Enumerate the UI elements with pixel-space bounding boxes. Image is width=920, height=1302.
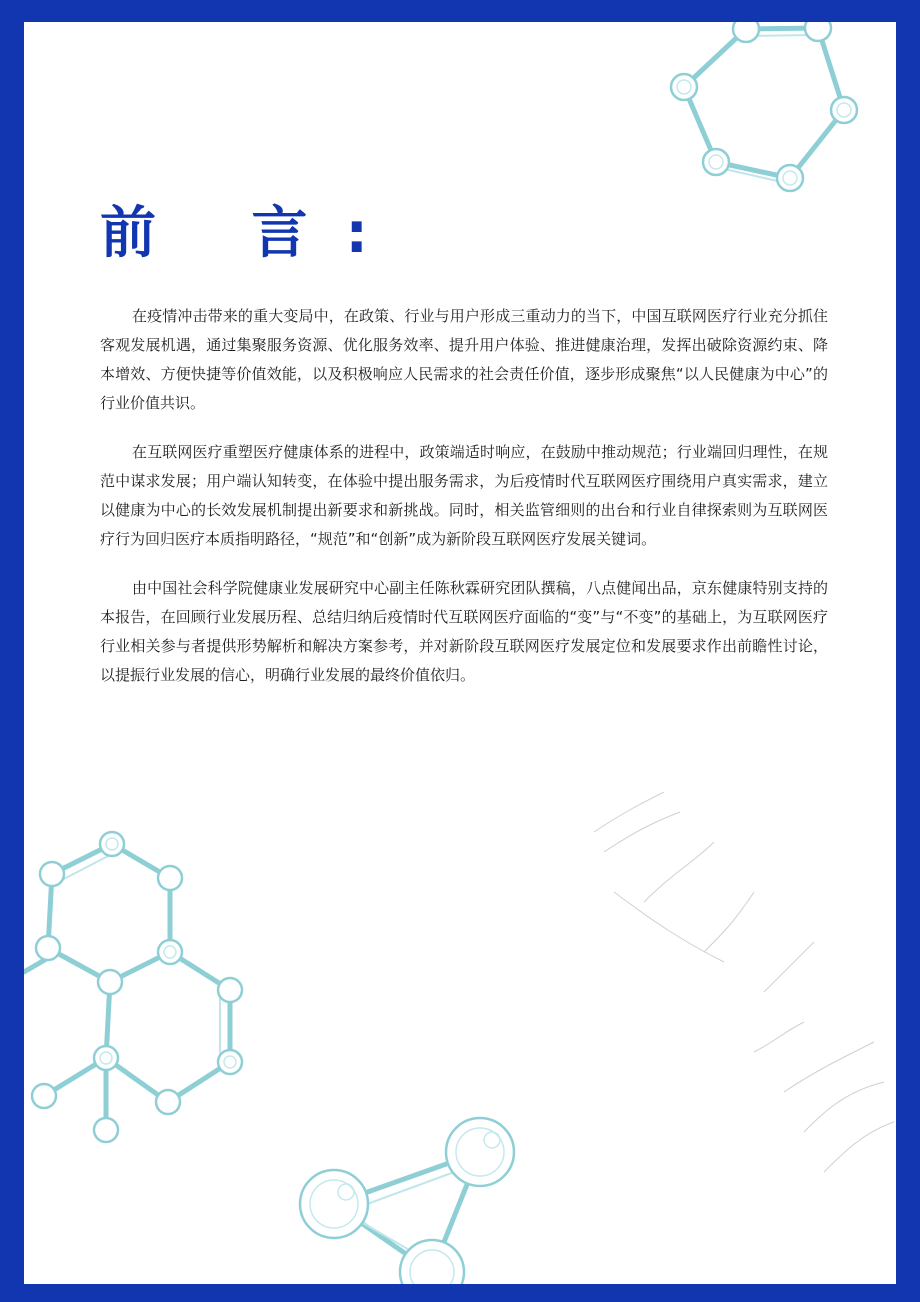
body-text [100,302,828,710]
document-page [24,22,896,1284]
sketch-lines-decoration [584,792,896,1192]
paragraph-1: 在疫情冲击带来的重大变局中，在政策、行业与用户形成三重动力的当下，中国互联网医疗行业充分抓住客观发展机遇，通过集聚服务资源、优化服务效率、提升用户体验、推进健康治理，发挥出破除资源约束、降本增效、方便快捷等价值效能，以及积极响应人民需求的社会责任价值，逐步形成聚焦“以人民健康为中心”的行业价值共识。 [100,307,828,412]
molecule-top-right-decoration [654,22,896,202]
molecule-bottom-left-decoration [24,812,264,1152]
molecule-bottom-center-decoration [290,1102,530,1284]
page-title: 前 言: [100,201,406,266]
paragraph-2: 在互联网医疗重塑医疗健康体系的进程中，政策端适时响应，在鼓励中推动规范；行业端回归理性，在规范中谋求发展；用户端认知转变，在体验中提出服务需求，为后疫情时代互联网医疗围绕用户真实需求，建立以健康为中心的长效发展机制提出新要求和新挑战。同时，相关监管细则的出台和行业自律探索则为互联网医疗行为回归医疗本质指明路径，“规范”和“创新”成为新阶段互联网医疗发展关键词。 [100,443,828,548]
paragraph-3: 由中国社会科学院健康业发展研究中心副主任陈秋霖研究团队撰稿，八点健闻出品，京东健康特别支持的本报告，在回顾行业发展历程、总结归纳后疫情时代互联网医疗面临的“变”与“不变”的基础上，为互联网医疗行业相关参与者提供形势解析和解决方案参考，并对新阶段互联网医疗发展定位和发展要求作出前瞻性讨论，以提振行业发展的信心，明确行业发展的最终价值依归。 [100,579,828,684]
